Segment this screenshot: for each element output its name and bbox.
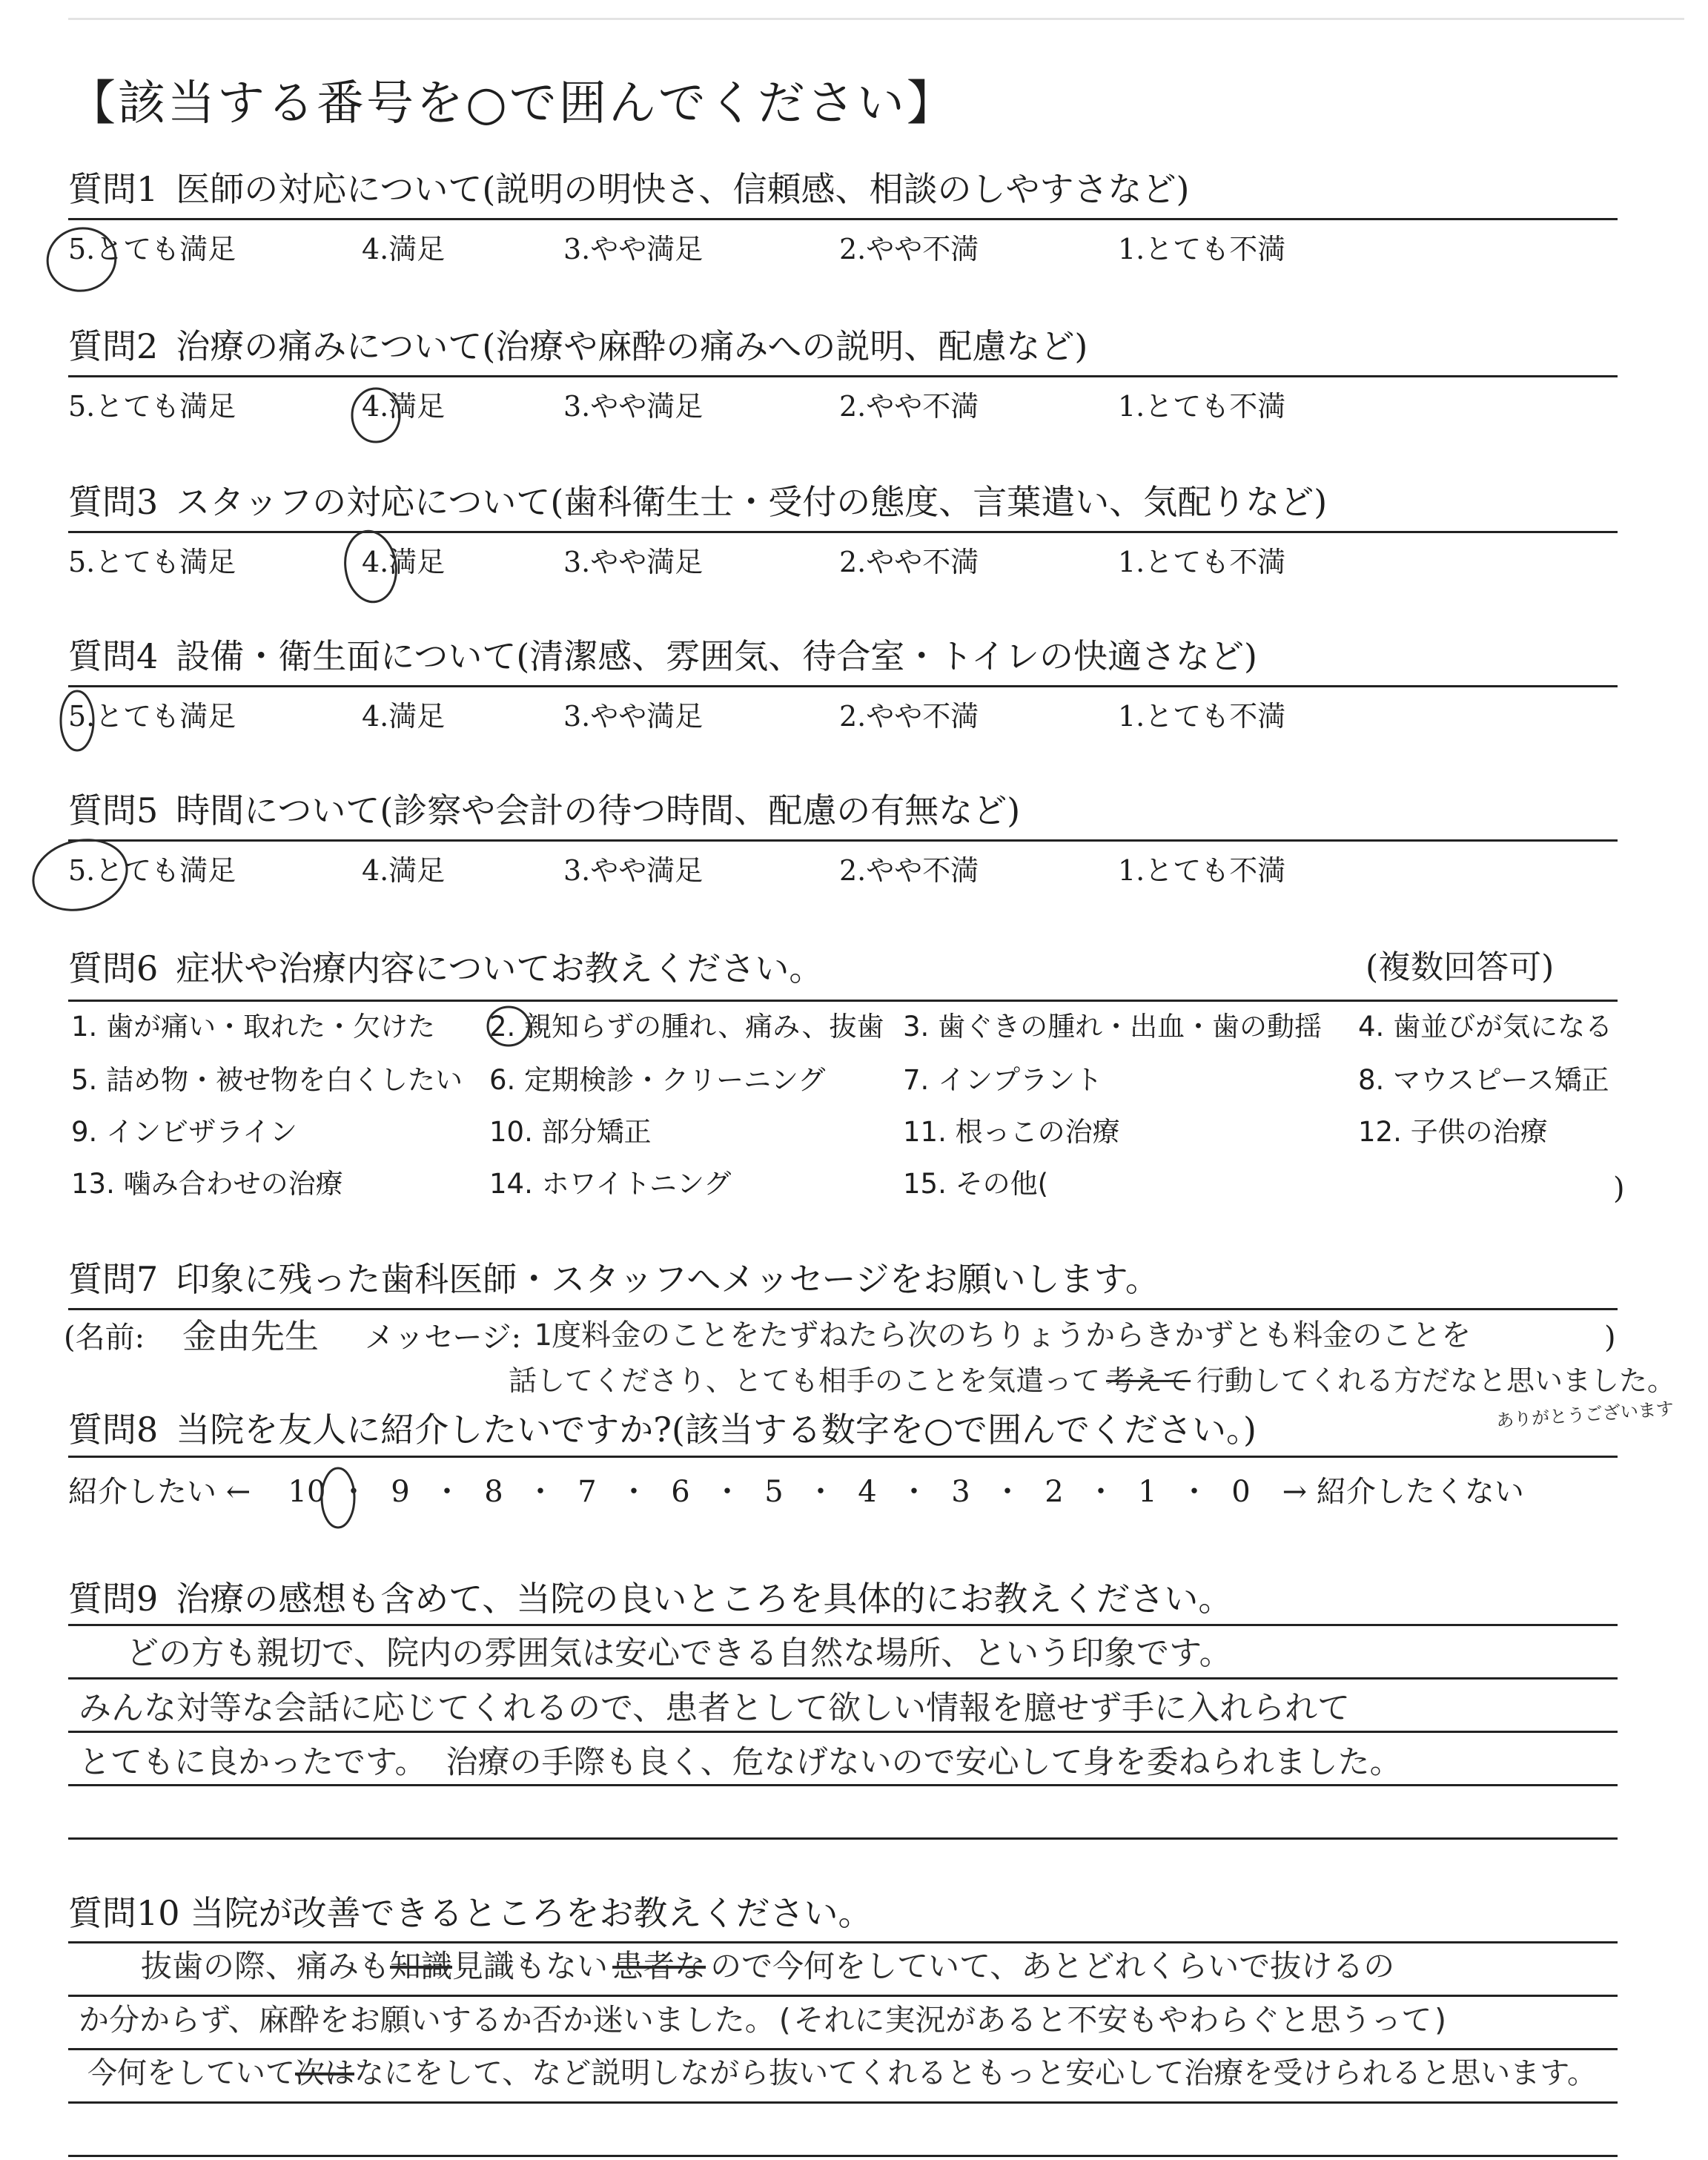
q5-option-5[interactable]: 5.とても満足	[68, 854, 236, 887]
q9-text: 治療の感想も含めて、当院の良いところを具体的にお教えください。	[176, 1579, 1233, 1619]
q5-option-2[interactable]: 2.やや不満	[839, 854, 979, 887]
q10-line1-c: ので今何をしていて、あとどれくらいで抜けるの	[710, 1948, 1395, 1984]
q8-scale-7[interactable]: 7	[577, 1475, 597, 1509]
q1-option-1[interactable]: 1.とても不満	[1118, 233, 1286, 265]
page-header: 【該当する番号を○で囲んでください】	[68, 76, 956, 131]
q2-selection-circle	[352, 389, 400, 442]
q4-selection-circle	[61, 691, 93, 750]
q3-option-2[interactable]: 2.やや不満	[839, 546, 979, 578]
q1-option-5[interactable]: 5.とても満足	[68, 233, 236, 265]
q6-other-close-paren: )	[1613, 1172, 1625, 1206]
q10-line3-b: なにをして、など説明しながら抜いてくれるともっと安心して治療を受けられると思います。	[354, 2056, 1597, 2090]
q6-item-13[interactable]: 13. 噛み合わせの治療	[71, 1168, 343, 1200]
q10-line1-a: 抜歯の際、痛みも	[141, 1948, 391, 1984]
q8-scale-1[interactable]: 1	[1138, 1475, 1157, 1509]
q5-number: 質問5	[68, 790, 159, 830]
q2-option-1[interactable]: 1.とても不満	[1118, 390, 1286, 423]
q8-selection-circle	[322, 1468, 354, 1527]
q7-number: 質問7	[68, 1259, 159, 1299]
q8-scale-separator: ・	[338, 1475, 368, 1509]
q1-text: 医師の対応について(説明の明快さ、信頼感、相談のしやすさなど)	[176, 169, 1190, 209]
q10-line1-struck-1: 知識	[390, 1948, 453, 1984]
q6-item-7[interactable]: 7. インプラント	[903, 1064, 1103, 1096]
q5-option-1[interactable]: 1.とても不満	[1118, 854, 1286, 887]
q2-option-4[interactable]: 4.満足	[362, 390, 446, 423]
q10-answer-line-2: か分からず、麻酔をお願いするか否か迷いました。(それに実況があると不安もやわらぐと思うって)	[79, 2002, 1451, 2038]
q6-item-14[interactable]: 14. ホワイトニング	[489, 1168, 732, 1200]
q10-number: 質問10	[68, 1893, 180, 1933]
q10-line1-b: 見識もない	[452, 1948, 609, 1984]
q8-scale-10[interactable]: 10	[288, 1475, 326, 1509]
q6-item-15[interactable]: 15. その他(	[903, 1168, 1049, 1200]
q2-option-3[interactable]: 3.やや満足	[563, 390, 704, 423]
q4-option-4[interactable]: 4.満足	[362, 700, 446, 733]
q5-option-3[interactable]: 3.やや満足	[563, 854, 704, 887]
q8-scale-separator: ・	[992, 1475, 1022, 1509]
q6-item-5[interactable]: 5. 詰め物・被せ物を白くしたい	[71, 1064, 463, 1096]
q7-struck-word: 考えて	[1106, 1364, 1191, 1397]
q9-number: 質問9	[68, 1579, 159, 1619]
q9-answer-line-3: とてもに良かったです。 治療の手際も良く、危なげないので安心して身を委ねられました。	[79, 1744, 1402, 1781]
q6-item-6[interactable]: 6. 定期検診・クリーニング	[489, 1064, 826, 1096]
q1-selection-circle	[42, 222, 121, 297]
q6-item-3[interactable]: 3. 歯ぐきの腫れ・出血・歯の動揺	[903, 1011, 1323, 1043]
q8-scale-3[interactable]: 3	[951, 1475, 970, 1509]
q3-option-1[interactable]: 1.とても不満	[1118, 546, 1286, 578]
q8-scale-8[interactable]: 8	[484, 1475, 503, 1509]
q1-option-3[interactable]: 3.やや満足	[563, 233, 704, 265]
q7-name-label: (名前:	[64, 1321, 145, 1355]
q10-line1-struck-2: 患者な	[612, 1948, 706, 1984]
q4-text: 設備・衛生面について(清潔感、雰囲気、待合室・トイレの快適さなど)	[176, 636, 1257, 676]
q1-option-2[interactable]: 2.やや不満	[839, 233, 979, 265]
q8-scale-separator: ・	[525, 1475, 555, 1509]
q5-text: 時間について(診察や会計の待つ時間、配慮の有無など)	[176, 790, 1021, 830]
q8-scale-separator: ・	[431, 1475, 462, 1509]
q8-scale-9[interactable]: 9	[391, 1475, 410, 1509]
q2-option-5[interactable]: 5.とても満足	[68, 390, 236, 423]
q9-answer-line-1: どの方も親切で、院内の雰囲気は安心できる自然な場所、という印象です。	[126, 1634, 1232, 1672]
q8-scale-separator: ・	[805, 1475, 835, 1509]
q8-scale-separator: ・	[1085, 1475, 1116, 1509]
q6-item-12[interactable]: 12. 子供の治療	[1358, 1116, 1548, 1148]
q7-message-label: メッセージ:	[365, 1321, 522, 1355]
q3-option-3[interactable]: 3.やや満足	[563, 546, 704, 578]
q2-number: 質問2	[68, 326, 159, 366]
q8-scale-separator: ・	[898, 1475, 929, 1509]
q4-number: 質問4	[68, 636, 159, 676]
q6-selection-circle	[488, 1007, 529, 1046]
q4-option-2[interactable]: 2.やや不満	[839, 700, 979, 733]
q7-message-line1: 1度料金のことをたずねたら次のちりょうからきかずとも料金のことを	[534, 1318, 1472, 1353]
q7-close-paren: )	[1604, 1321, 1616, 1355]
q6-item-11[interactable]: 11. 根っこの治療	[903, 1116, 1120, 1148]
q7-message-line3: ありがとうございます	[1495, 1398, 1675, 1432]
q6-text: 症状や治療内容についてお教えください。	[176, 948, 824, 988]
q6-item-10[interactable]: 10. 部分矯正	[489, 1116, 652, 1148]
q8-right-label: → 紹介したくない	[1282, 1475, 1524, 1509]
q6-number: 質問6	[68, 948, 159, 988]
q8-scale-separator: ・	[712, 1475, 742, 1509]
q6-item-2[interactable]: 2. 親知らずの腫れ、痛み、抜歯	[489, 1011, 884, 1043]
q4-option-1[interactable]: 1.とても不満	[1118, 700, 1286, 733]
q8-scale-5[interactable]: 5	[764, 1475, 784, 1509]
q10-text: 当院が改善できるところをお教えください。	[190, 1893, 873, 1933]
q2-option-2[interactable]: 2.やや不満	[839, 390, 979, 423]
q6-item-9[interactable]: 9. インビザライン	[71, 1116, 297, 1148]
q1-option-4[interactable]: 4.満足	[362, 233, 446, 265]
q8-scale-2[interactable]: 2	[1045, 1475, 1064, 1509]
q5-option-4[interactable]: 4.満足	[362, 854, 446, 887]
q7-name-value: 金由先生	[182, 1316, 319, 1356]
q5-selection-circle	[26, 830, 134, 919]
q3-text: スタッフの対応について(歯科衛生士・受付の態度、言葉遣い、気配りなど)	[176, 482, 1328, 522]
q6-multiple-answer-note: (複数回答可)	[1366, 948, 1555, 986]
q10-line3-struck: 次は	[295, 2056, 354, 2090]
q7-text: 印象に残った歯科医師・スタッフへメッセージをお願いします。	[176, 1259, 1159, 1299]
q6-item-4[interactable]: 4. 歯並びが気になる	[1358, 1011, 1613, 1043]
q8-scale-separator: ・	[618, 1475, 649, 1509]
q8-scale-6[interactable]: 6	[671, 1475, 690, 1509]
q1-number: 質問1	[68, 169, 159, 209]
q3-option-4[interactable]: 4.満足	[362, 546, 446, 578]
q8-scale-4[interactable]: 4	[858, 1475, 877, 1509]
q6-item-1[interactable]: 1. 歯が痛い・取れた・欠けた	[71, 1011, 436, 1043]
q3-option-5[interactable]: 5.とても満足	[68, 546, 236, 578]
q3-number: 質問3	[68, 482, 159, 522]
q7-message-line2-b: 行動してくれる方だなと思いました。	[1196, 1364, 1676, 1397]
q8-number: 質問8	[68, 1410, 159, 1450]
q9-answer-line-2: みんな対等な会話に応じてくれるので、患者として欲しい情報を臆せず手に入れられて	[79, 1689, 1351, 1727]
q6-item-8[interactable]: 8. マウスピース矯正	[1358, 1064, 1609, 1096]
q10-line3-a: 今何をしていて	[87, 2056, 295, 2090]
q8-left-label: 紹介したい ←	[68, 1475, 251, 1509]
q2-text: 治療の痛みについて(治療や麻酔の痛みへの説明、配慮など)	[176, 326, 1088, 366]
q8-scale-separator: ・	[1179, 1475, 1209, 1509]
q4-option-3[interactable]: 3.やや満足	[563, 700, 704, 733]
q8-scale-0[interactable]: 0	[1231, 1475, 1251, 1509]
q8-text: 当院を友人に紹介したいですか?(該当する数字を○で囲んでください。)	[176, 1410, 1257, 1450]
q4-option-5[interactable]: 5.とても満足	[68, 700, 236, 733]
q7-message-line2-a: 話してくださり、とても相手のことを気遣って	[509, 1364, 1101, 1397]
q3-selection-circle	[341, 528, 401, 606]
